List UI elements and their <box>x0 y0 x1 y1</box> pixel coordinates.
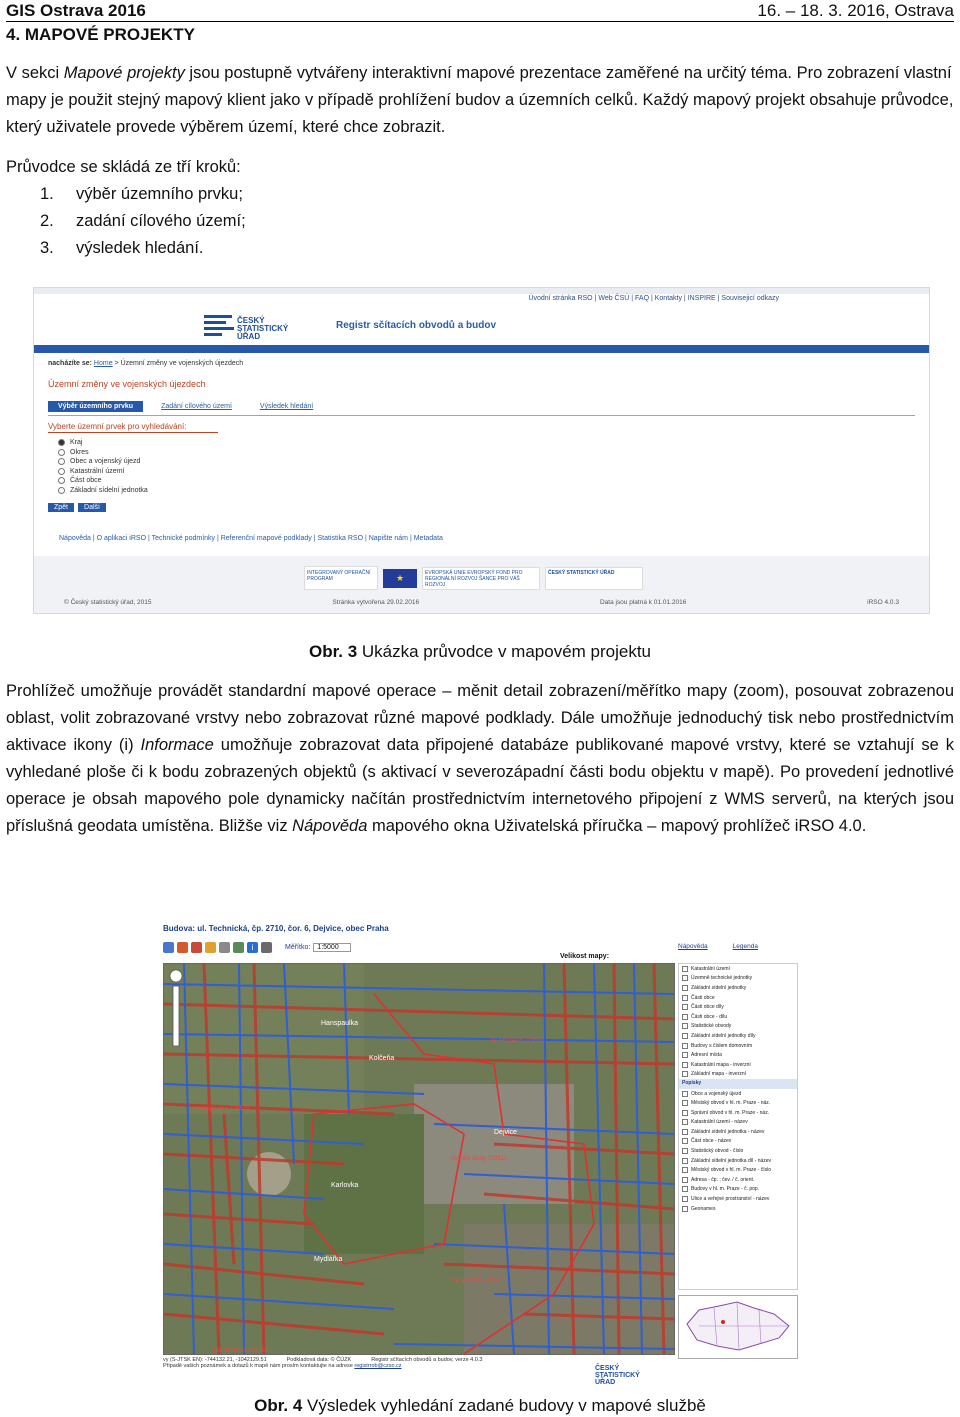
wizard-tabs <box>48 401 323 412</box>
body-paragraph: Prohlížeč umožňuje provádět standardní mapové operace – měnit detail zobrazení/měřítko mapy (zoom), posouvat zobrazenou oblast, volit zobrazované vrstvy nebo zobrazovat různé mapové podklady. Dále umožňuje jednoduchý tisk nebo prostřednictvím aktivace ikony (i) Informace umožňuje zobrazovat data připojené databáze publikované mapové vrstvy, které se vztahují se k vyhledané ploše či k bodu zobrazených objektů (s aktivací v severozápadní části bodu objektu v mapě). Po provedení jednotlivé operace je obsah mapového pole dynamicky načítán prostřednictvím internetového připojení z WMS serverů, na kterých jsou příslušná geodata umístěna. Bližše viz Nápověda mapového okna Uživatelská příručka – mapový prohlížeč iRSO 4.0. <box>6 682 954 835</box>
conference-title: GIS Ostrava 2016 <box>6 1 146 20</box>
legend-item[interactable]: Adresní místa <box>679 1050 797 1060</box>
map-label: Na Santince 729566 <box>214 1348 269 1354</box>
print-icon[interactable] <box>233 942 244 953</box>
map-label: Karlovka <box>331 1182 359 1189</box>
tab-target-area[interactable]: Zadání cílového území <box>161 403 232 410</box>
map-toolbar <box>163 942 351 953</box>
map-label: Šárecký dvůr <box>164 1367 205 1374</box>
footer-links[interactable]: Nápověda | O aplikaci iRSO | Technické podmínky | Referenční mapové podklady | Statistika RSO | Napište nám | Metadata <box>59 535 443 542</box>
radio-option[interactable]: Základní sídelní jednotka <box>58 486 148 496</box>
czso-logo-text: ČESKÝ STATISTICKÝ ÚŘAD <box>237 316 289 341</box>
figure-3-caption: Obr. 3 Ukázka průvodce v mapovém projektu <box>308 642 652 661</box>
legend-item[interactable]: Geonames <box>679 1204 797 1214</box>
legend-item[interactable]: Části obce díly <box>679 1002 797 1012</box>
legend-item[interactable]: Městský obvod v hl. m. Praze - číslo <box>679 1165 797 1175</box>
map-label: Ve Struhách 729558 <box>490 1038 545 1044</box>
steps-list <box>40 181 246 262</box>
pan-icon[interactable] <box>177 942 188 953</box>
iop-logo: INTEGROVANÝ OPERAČNÍ PROGRAM <box>304 566 378 590</box>
legend-item[interactable]: Správní obvod v hl. m. Praze - náz. <box>679 1108 797 1118</box>
tab-divider <box>48 415 915 416</box>
app-title: Registr sčítacích obvodů a budov <box>336 320 497 331</box>
contact-email-link[interactable]: registrrob@czso.cz <box>354 1363 402 1369</box>
next-button[interactable]: Další <box>78 503 106 512</box>
radio-option[interactable]: Kraj <box>58 438 148 448</box>
radio-option[interactable]: Katastrální území <box>58 467 148 477</box>
radio-option[interactable]: Část obce <box>58 476 148 486</box>
conference-date-place: 16. – 18. 3. 2016, Ostrava <box>757 1 954 20</box>
map-label: Mydlářka <box>314 1256 343 1263</box>
scale-select[interactable]: 1:5000 <box>313 943 351 952</box>
czso-logo-icon <box>204 315 234 339</box>
panel-tabs <box>678 943 758 950</box>
list-item: 3. výsledek hledání. <box>40 239 204 257</box>
legend-item[interactable]: Budovy s číslem domovním <box>679 1041 797 1051</box>
header-divider <box>6 21 954 22</box>
map-label: Hanspaulka <box>321 1020 358 1027</box>
legend-item[interactable]: Základní sídelní jednotky <box>679 983 797 993</box>
czech-overview-map <box>679 1296 797 1358</box>
map-label: Ve Vinicích 729577 <box>452 1278 504 1284</box>
top-strip <box>34 288 929 294</box>
info-icon[interactable]: i <box>247 942 258 953</box>
radio-icon[interactable] <box>58 477 65 484</box>
legend-item[interactable]: Městský obvod v hl. m. Praze - náz. <box>679 1098 797 1108</box>
building-title: Budova: ul. Technická, čp. 2710, čor. 6, Dejvice, obec Praha <box>163 924 389 933</box>
top-links[interactable]: Úvodní stránka RSO | Web ČSÚ | FAQ | Kontakty | INSPIRE | Souvisejicí odkazy <box>528 295 779 302</box>
section-heading: 4. MAPOVÉ PROJEKTY <box>6 25 195 44</box>
wizard-buttons <box>48 503 106 512</box>
legend-item[interactable]: Katastrální území - název <box>679 1118 797 1128</box>
map-label: Hanspaulka 729575 <box>196 1106 250 1112</box>
choose-label: Vyberte územní prvek pro vyhledávání: <box>48 422 187 431</box>
page-title: Územní změny ve vojenských újezdech <box>48 379 206 389</box>
radio-icon[interactable] <box>58 487 65 494</box>
figure-4-caption: Obr. 4 Výsledek vyhledání zadané budovy v mapové službě <box>254 1396 706 1415</box>
legend-item[interactable]: Územně technické jednotky <box>679 974 797 984</box>
map-label: Dejvice <box>494 1129 517 1136</box>
map-size-label: Velikost mapy: <box>560 953 610 960</box>
layers-icon[interactable] <box>261 942 272 953</box>
legend-group-header[interactable]: Popisky <box>679 1079 797 1089</box>
tab-select-element[interactable]: Výběr územního prvku <box>48 401 143 412</box>
header-band <box>34 345 929 353</box>
intro-paragraph: V sekci Mapové projekty jsou postupně vytvářeny interaktivní mapové prezentace zaměřené na určitý téma. Pro zobrazení vlastní mapy je použit stejný mapový klient jako v případě prohlížení budov a územních celků. Každý mapový projekt obsahuje průvodce, který uživatele provede výběrem území, které chce zobrazit. <box>6 64 954 136</box>
radio-icon[interactable] <box>58 458 65 465</box>
legend-item[interactable]: Adresa - čp. ; čev. / č. orient. <box>679 1175 797 1185</box>
radio-selected-icon[interactable] <box>58 439 65 446</box>
choose-underline <box>48 432 218 433</box>
footer-meta: © Český statistický úřad, 2015 Stránka vytvořena 29.02.2016 Data jsou platná k 01.01.2016 iRSO 4.0.3 <box>64 599 899 606</box>
zoom-slider[interactable] <box>173 986 179 1046</box>
select-icon[interactable] <box>205 942 216 953</box>
element-options <box>58 438 148 495</box>
czso-logo-text: ČESKÝ STATISTICKÝ ÚŘAD <box>595 1365 640 1386</box>
legend-item[interactable]: Budovy v hl. m. Praze - č. pop. <box>679 1185 797 1195</box>
legend-item[interactable]: Základní sídelní jednotka - název <box>679 1127 797 1137</box>
zoom-in-icon[interactable] <box>163 942 174 953</box>
measure-icon[interactable] <box>191 942 202 953</box>
wizard-screenshot <box>33 287 930 614</box>
list-item: 2. zadání cílového území; <box>40 212 246 230</box>
tab-legend[interactable]: Legenda <box>732 943 758 950</box>
radio-option[interactable]: Obec a vojenský újezd <box>58 457 148 467</box>
map-footer: vy (S-JTSK EN): -744132.21, -1042129.51 Podkladová data: © ČÚZK Registr sčítacích obvodů a budov, verze 4.0.3 Připadě vašich poznámek a dotazů k mapě nám prosím kontaktujte na adrese registrrob@czso.cz <box>163 1357 483 1369</box>
eu-fund-logo: EVROPSKÁ UNIE EVROPSKÝ FOND PRO REGIONÁLNÍ ROZVOJ ŠANCE PRO VÁŠ ROZVOJ <box>422 567 540 590</box>
legend-item[interactable]: Základní sídelní jednotka díl - název <box>679 1156 797 1166</box>
legend-item[interactable]: Části obce - dílu <box>679 1012 797 1022</box>
map-label: Vysoké školy 729515 <box>451 1156 508 1162</box>
overview-map[interactable] <box>678 1295 798 1359</box>
scale-label: Měřítko: <box>285 944 311 951</box>
legend-item[interactable]: Část obce - název <box>679 1137 797 1147</box>
layer-legend <box>678 963 798 1290</box>
legend-item[interactable]: Katastrální mapa - inverzní <box>679 1060 797 1070</box>
pan-control-icon[interactable] <box>170 970 182 982</box>
legend-item[interactable]: Části obce <box>679 993 797 1003</box>
legend-item[interactable]: Základní mapa - inverzní <box>679 1070 797 1080</box>
breadcrumb: nacházíte se: Home > Územní změny ve vojenských újezdech <box>48 360 244 367</box>
partner-logos <box>304 566 643 590</box>
legend-item[interactable]: Katastrální území <box>679 964 797 974</box>
map-label: Kolčeňa <box>369 1055 395 1062</box>
tab-search-result[interactable]: Výsledek hledání <box>259 403 314 410</box>
back-button[interactable]: Zpět <box>48 503 74 512</box>
steps-intro: Průvodce se skládá ze tří kroků: <box>6 158 241 176</box>
tab-help[interactable]: Nápověda <box>678 943 708 950</box>
legend-item[interactable]: Ulice a veřejné prostranství - název <box>679 1194 797 1204</box>
legend-item[interactable]: Obce a vojenský újezd <box>679 1089 797 1099</box>
radio-option[interactable]: Okres <box>58 448 148 458</box>
eu-flag-icon: ★ <box>383 569 417 588</box>
legend-item[interactable]: Statistický obvod - číslo <box>679 1146 797 1156</box>
list-item: 1. výběr územního prvku; <box>40 185 243 203</box>
radio-icon[interactable] <box>58 449 65 456</box>
search-icon[interactable] <box>219 942 230 953</box>
legend-item[interactable]: Základní sídelní jednotky díly <box>679 1031 797 1041</box>
czso-footer-logo: ČESKÝ STATISTICKÝ ÚŘAD <box>545 567 643 590</box>
radio-icon[interactable] <box>58 468 65 475</box>
breadcrumb-home-link[interactable]: Home <box>93 360 113 367</box>
map-viewer-screenshot <box>163 920 796 1384</box>
legend-item[interactable]: Statistické obvody <box>679 1022 797 1032</box>
